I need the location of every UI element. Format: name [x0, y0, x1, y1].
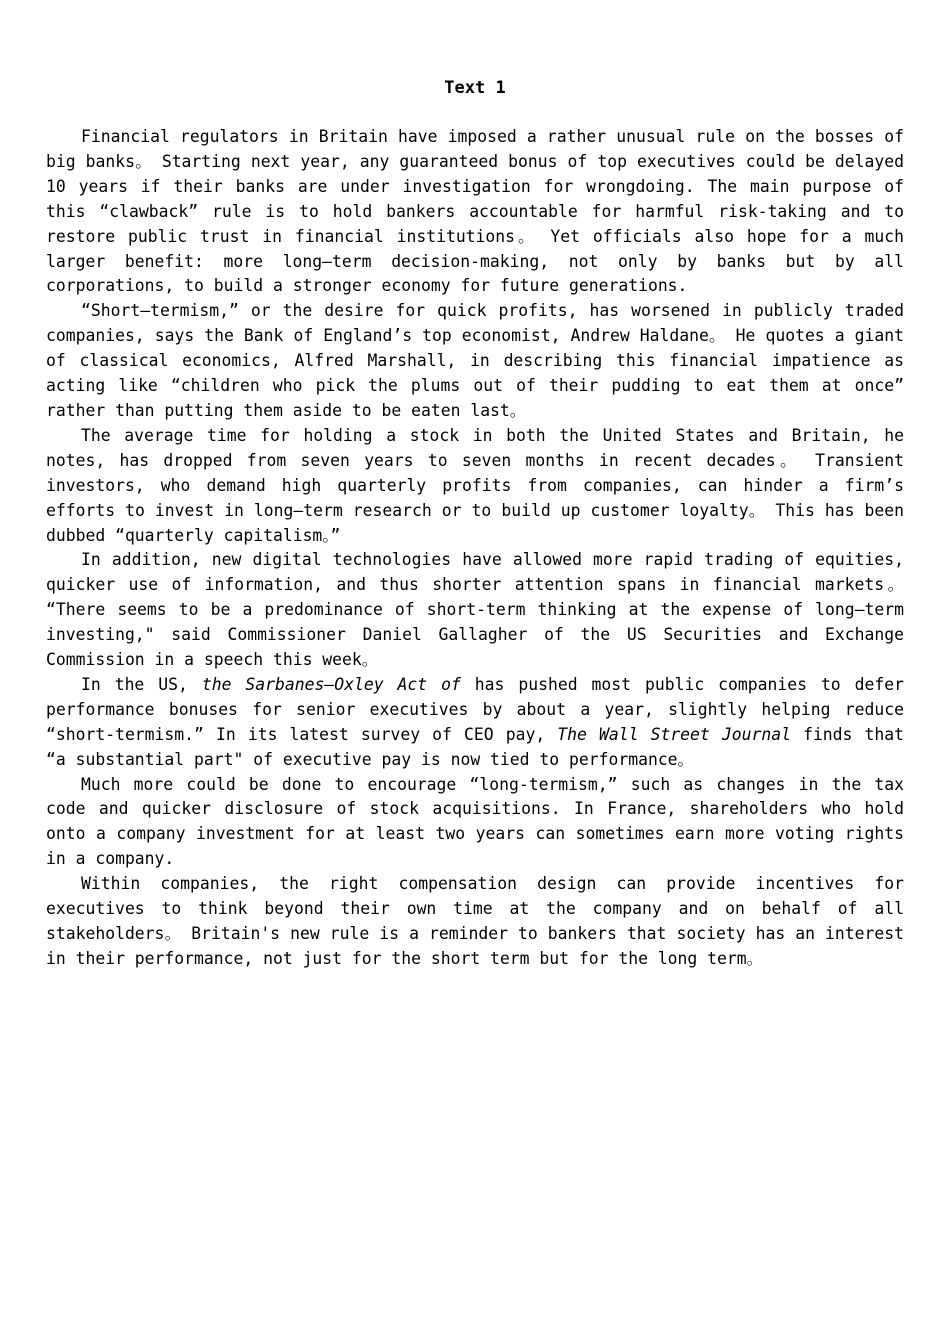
paragraph	[46, 299, 904, 424]
paragraph-text: “Short—termism,” or the desire for quick profits, has worsened in publicly traded companies, says the Bank of England’s top economist, Andrew Haldane。 He quotes a giant of classical economics, Alfred Marshall, in describing this financial impatience as acting like “children who pick the plums out of their pudding to eat them at once” rather than putting them aside to be eaten last。	[46, 301, 904, 420]
paragraph-text: The average time for holding a stock in both the United States and Britain, he notes, has dropped from seven years to seven months in recent decades。 Transient investors, who demand high quarterly profits from companies, can hinder a firm’s efforts to invest in long—term research or to build up customer loyalty。 This has been dubbed “quarterly capitalism。”	[46, 425, 904, 545]
paragraph	[46, 125, 904, 299]
paragraph	[46, 673, 904, 773]
paragraph-text: Much more could be done to encourage “long-termism,” such as changes in the tax code and quicker disclosure of stock acquisitions. In France, shareholders who hold onto a company investment for at least two years can sometimes earn more voting rights in a company.	[46, 774, 904, 869]
paragraph-text: Financial regulators in Britain have imposed a rather unusual rule on the bosses of big banks。 Starting next year, any guaranteed bonus of top executives could be delayed 10 years if their banks are under investigation for wrongdoing. The main purpose of this “clawback” rule is to hold bankers accountable for harmful risk-taking and to restore public trust in financial institutions。 Yet officials also hope for a much larger benefit: more long—term decision-making, not only by banks but by all corporations, to build a stronger economy for future generations.	[46, 127, 904, 296]
paragraph-text: Within companies, the right compensation design can provide incentives for executives to think beyond their own time at the company and on behalf of all stakeholders。 Britain's new rule is a reminder to bankers that society has an interest in their performance, not just for the short term but for the long term。	[46, 874, 904, 968]
paragraph-text: In addition, new digital technologies have allowed more rapid trading of equities, quicker use of information, and thus shorter attention spans in financial markets。 “There seems to be a predominance of short-term thinking at the expense of long—term investing," said Commissioner Daniel Gallagher of the US Securities and Exchange Commission in a speech this week。	[46, 550, 904, 670]
paragraph-text: finds that “a substantial part" of executive pay is now tied to performance。	[46, 724, 904, 769]
paragraph-text: In the US,	[81, 674, 202, 694]
paragraph	[46, 424, 904, 549]
document-title: Text 1	[444, 78, 506, 98]
italic-text: The Wall Street Journal	[557, 724, 791, 744]
paragraph	[46, 548, 904, 673]
document-page	[46, 76, 904, 972]
italic-text: the Sarbanes—Oxley Act of	[201, 674, 461, 694]
paragraph-text: has pushed most public companies to defer performance bonuses for senior executives by about a year, slightly helping reduce “short-termism.” In its latest survey of CEO pay,	[46, 674, 904, 744]
document-body	[46, 125, 904, 972]
paragraph	[46, 872, 904, 972]
paragraph	[46, 773, 904, 873]
